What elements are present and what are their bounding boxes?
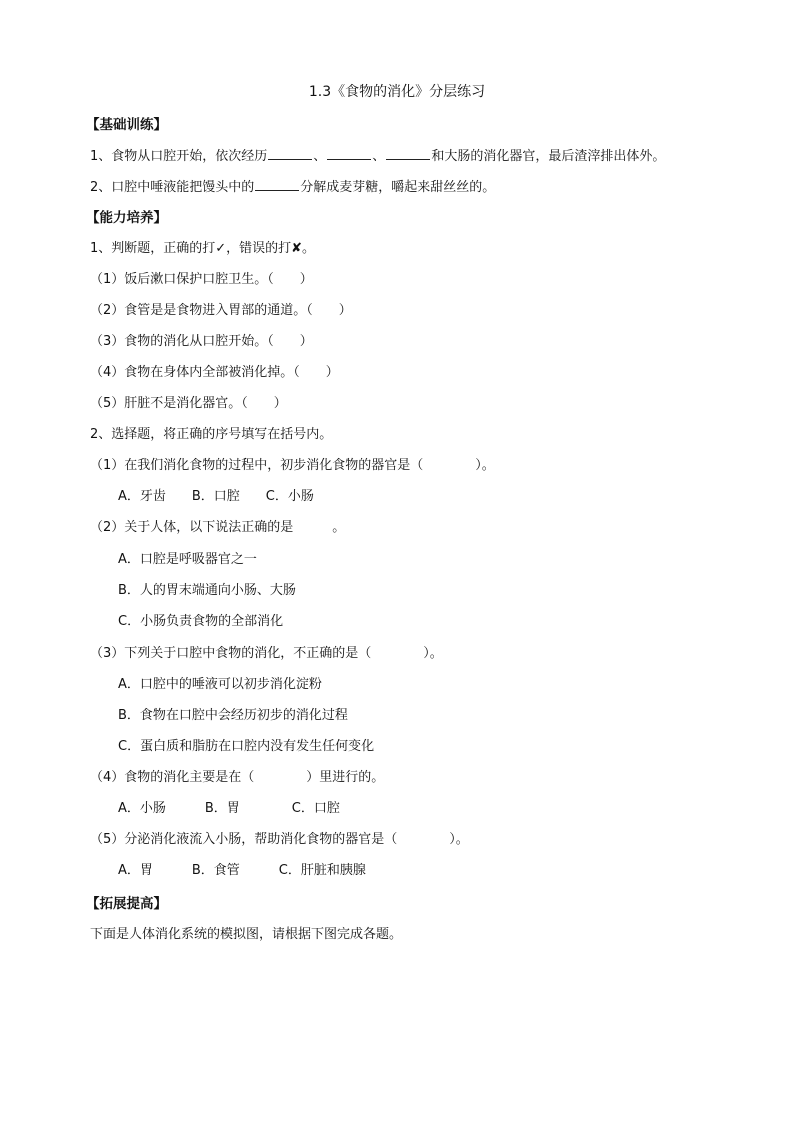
judge-item: （1）饭后漱口保护口腔卫生。（ ） [90,272,313,287]
choice-option: A．口腔是呼吸器官之一 [118,552,257,567]
question-text: 2、口腔中唾液能把馒头中的 [90,180,255,195]
question-text: 分解成麦芽糖，嚼起来甜丝丝的。 [300,180,496,195]
page-title: 1.3《食物的消化》分层练习 [308,84,486,100]
extension-text: 下面是人体消化系统的模拟图，请根据下图完成各题。 [90,927,403,942]
judge-item: （2）食管是是食物进入胃部的通道。（ ） [90,303,352,318]
section-heading-extension: 【拓展提高】 [86,896,167,912]
answer-blank[interactable] [386,147,430,160]
choice-question-2: （2）关于人体，以下说法正确的是 。 [90,520,346,535]
answer-blank[interactable] [268,147,312,160]
choice-options: A．胃 B．食管 C．肝脏和胰腺 [118,863,366,878]
question-text: 和大肠的消化器官，最后渣滓排出体外。 [431,149,666,164]
choice-options: A．小肠 B．胃 C．口腔 [118,801,340,816]
judge-item: （5）肝脏不是消化器官。（ ） [90,396,287,411]
choice-option: C．蛋白质和脂肪在口腔内没有发生任何变化 [118,739,375,754]
section-heading-ability: 【能力培养】 [86,210,167,226]
choice-option: B．人的胃末端通向小肠、大肠 [118,583,296,598]
separator: 、 [372,149,386,164]
separator: 、 [313,149,327,164]
question-basic-2 [90,178,495,197]
question-text: 1、食物从口腔开始，依次经历 [90,149,268,164]
choice-question-1: （1）在我们消化食物的过程中，初步消化食物的器官是（ ）。 [90,458,495,473]
choice-option: A．口腔中的唾液可以初步消化淀粉 [118,677,322,692]
judge-item: （4）食物在身体内全部被消化掉。（ ） [90,365,339,380]
judge-title: 1、判断题，正确的打✓，错误的打✘。 [90,241,316,256]
choice-question-3: （3）下列关于口腔中食物的消化，不正确的是（ ）。 [90,646,443,661]
choice-option: B．食物在口腔中会经历初步的消化过程 [118,708,348,723]
choice-title: 2、选择题，将正确的序号填写在括号内。 [90,427,333,442]
answer-blank[interactable] [255,178,299,191]
judge-item: （3）食物的消化从口腔开始。（ ） [90,334,313,349]
choice-options: A．牙齿 B．口腔 C．小肠 [118,489,314,504]
question-basic-1 [90,147,665,166]
choice-question-4: （4）食物的消化主要是在（ ）里进行的。 [90,770,385,785]
choice-option: C．小肠负责食物的全部消化 [118,614,284,629]
section-heading-basic: 【基础训练】 [86,117,167,133]
choice-question-5: （5）分泌消化液流入小肠，帮助消化食物的器官是（ ）。 [90,832,469,847]
answer-blank[interactable] [327,147,371,160]
